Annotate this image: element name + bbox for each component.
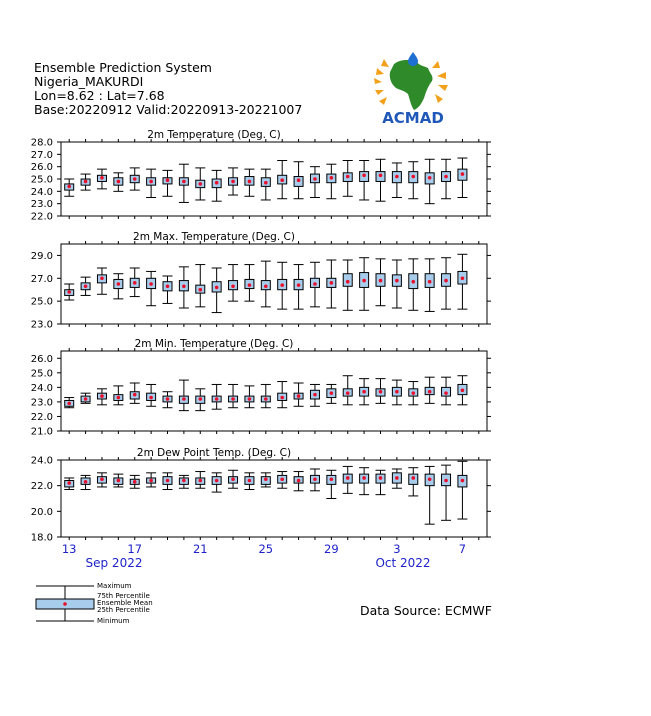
- mean-point: [166, 479, 170, 483]
- mean-point: [395, 390, 399, 394]
- mean-point: [297, 178, 301, 182]
- mean-point: [362, 390, 366, 394]
- mean-point: [117, 396, 121, 400]
- mean-point: [182, 397, 186, 401]
- mean-point: [395, 279, 399, 283]
- mean-point: [330, 281, 334, 285]
- y-tick-label: 27.0: [30, 273, 53, 285]
- mean-point: [461, 172, 465, 176]
- mean-point: [461, 479, 465, 483]
- mean-point: [100, 276, 104, 280]
- mean-point: [166, 178, 170, 182]
- panel-frame: [61, 351, 487, 431]
- mean-point: [67, 290, 71, 294]
- mean-point: [280, 396, 284, 400]
- mean-point: [264, 477, 268, 481]
- mean-point: [198, 182, 202, 186]
- y-tick-label: 24.0: [30, 455, 53, 467]
- mean-point: [166, 284, 170, 288]
- mean-point: [231, 180, 235, 184]
- panel-title: 2m Max. Temperature (Deg. C): [133, 231, 295, 243]
- mean-point: [428, 390, 432, 394]
- mean-point: [280, 283, 284, 287]
- y-tick-label: 25.0: [30, 368, 53, 380]
- y-tick-label: 22.0: [30, 481, 53, 493]
- y-tick-label: 22.0: [30, 211, 53, 223]
- mean-point: [297, 283, 301, 287]
- y-tick-label: 26.0: [30, 353, 53, 365]
- mean-point: [330, 391, 334, 395]
- y-tick-label: 18.0: [30, 532, 53, 544]
- mean-point: [461, 276, 465, 280]
- x-tick-label: 3: [393, 542, 401, 556]
- y-tick-label: 23.0: [30, 199, 53, 211]
- mean-point: [461, 388, 465, 392]
- mean-point: [362, 174, 366, 178]
- mean-point: [444, 479, 448, 483]
- base-valid-dates: Base:20220912 Valid:20220913-20221007: [34, 102, 303, 117]
- acmad-logo-text: ACMAD: [382, 109, 444, 126]
- mean-point: [166, 397, 170, 401]
- mean-point: [297, 394, 301, 398]
- mean-point: [149, 282, 153, 286]
- mean-point: [313, 282, 317, 286]
- mean-point: [264, 397, 268, 401]
- panel-title: 2m Min. Temperature (Deg. C): [134, 338, 294, 350]
- mean-point: [215, 479, 219, 483]
- x-tick-label: 17: [127, 542, 143, 556]
- mean-point: [133, 281, 137, 285]
- legend-25th-percentile: 25th Percentile: [97, 606, 150, 614]
- mean-point: [411, 476, 415, 480]
- month-label-oct: Oct 2022: [375, 556, 431, 570]
- legend-box-glyph: [34, 583, 98, 625]
- y-tick-label: 24.0: [30, 382, 53, 394]
- legend-minimum: Minimum: [97, 617, 130, 625]
- mean-point: [395, 175, 399, 179]
- mean-point: [297, 479, 301, 483]
- mean-point: [100, 394, 104, 398]
- mean-point: [379, 390, 383, 394]
- legend-75th-percentile: 75th Percentile: [97, 592, 150, 600]
- y-tick-label: 22.0: [30, 411, 53, 423]
- mean-point: [198, 397, 202, 401]
- station-coordinates: Lon=8.62 : Lat=7.68: [34, 88, 165, 103]
- panel-frame: [61, 460, 487, 537]
- x-tick-label: 7: [458, 542, 467, 556]
- mean-point: [67, 185, 71, 189]
- y-tick-label: 24.0: [30, 186, 53, 198]
- legend: [34, 582, 153, 629]
- x-tick-label: 29: [324, 542, 339, 556]
- panel-title: 2m Temperature (Deg. C): [147, 129, 281, 141]
- mean-point: [133, 480, 137, 484]
- mean-point: [182, 479, 186, 483]
- mean-point: [346, 175, 350, 179]
- mean-point: [248, 479, 252, 483]
- mean-point: [411, 391, 415, 395]
- mean-point: [280, 477, 284, 481]
- mean-point: [411, 175, 415, 179]
- mean-point: [231, 477, 235, 481]
- x-tick-label: 13: [61, 542, 77, 556]
- mean-point: [231, 284, 235, 288]
- mean-point: [100, 176, 104, 180]
- legend-maximum: Maximum: [97, 582, 132, 590]
- mean-point: [280, 178, 284, 182]
- y-tick-label: 25.0: [30, 296, 53, 308]
- mean-point: [182, 284, 186, 288]
- data-source: Data Source: ECMWF: [360, 603, 492, 618]
- mean-point: [248, 397, 252, 401]
- y-tick-label: 29.0: [30, 250, 53, 262]
- mean-point: [264, 181, 268, 185]
- mean-point: [84, 284, 88, 288]
- mean-point: [198, 288, 202, 292]
- mean-point: [84, 397, 88, 401]
- mean-point: [313, 477, 317, 481]
- mean-point: [248, 180, 252, 184]
- mean-point: [313, 177, 317, 181]
- mean-point: [444, 391, 448, 395]
- mean-point: [428, 280, 432, 284]
- y-tick-label: 23.0: [30, 397, 53, 409]
- mean-point: [346, 391, 350, 395]
- mean-point: [149, 396, 153, 400]
- mean-point: [313, 393, 317, 397]
- y-tick-label: 28.0: [30, 137, 53, 149]
- mean-point: [84, 180, 88, 184]
- panel-frame: [61, 244, 487, 324]
- legend-ensemble-mean: Ensemble Mean: [97, 599, 153, 607]
- mean-point: [67, 402, 71, 406]
- y-tick-label: 25.0: [30, 174, 53, 186]
- mean-point: [117, 180, 121, 184]
- mean-point: [198, 479, 202, 483]
- mean-point: [133, 177, 137, 181]
- mean-point: [444, 175, 448, 179]
- station-name: Nigeria_MAKURDI: [34, 74, 144, 89]
- mean-point: [346, 280, 350, 284]
- mean-point: [379, 279, 383, 283]
- mean-point: [444, 279, 448, 283]
- mean-point: [264, 284, 268, 288]
- mean-point: [362, 476, 366, 480]
- mean-point: [428, 176, 432, 180]
- mean-point: [149, 180, 153, 184]
- mean-point: [215, 397, 219, 401]
- mean-point: [117, 282, 121, 286]
- mean-point: [215, 181, 219, 185]
- y-tick-label: 20.0: [30, 506, 53, 518]
- mean-point: [67, 481, 71, 485]
- mean-point: [231, 397, 235, 401]
- y-tick-label: 21.0: [30, 426, 53, 438]
- mean-point: [133, 393, 137, 397]
- month-label-sep: Sep 2022: [85, 556, 143, 570]
- mean-point: [330, 477, 334, 481]
- panel-frame: [61, 142, 487, 216]
- mean-point: [379, 174, 383, 178]
- y-tick-label: 23.0: [30, 319, 53, 331]
- y-tick-label: 26.0: [30, 162, 53, 174]
- mean-point: [182, 180, 186, 184]
- mean-point: [346, 476, 350, 480]
- y-tick-label: 27.0: [30, 149, 53, 161]
- mean-point: [100, 477, 104, 481]
- mean-point: [330, 176, 334, 180]
- mean-point: [395, 476, 399, 480]
- panel-title: 2m Dew Point Temp. (Deg. C): [136, 447, 292, 459]
- mean-point: [117, 479, 121, 483]
- mean-point: [362, 279, 366, 283]
- x-tick-label: 21: [192, 542, 208, 556]
- mean-point: [379, 476, 383, 480]
- mean-point: [411, 280, 415, 284]
- mean-point: [428, 477, 432, 481]
- mean-point: [149, 479, 153, 483]
- mean-point: [215, 286, 219, 290]
- chart-main-title: Ensemble Prediction System: [34, 60, 212, 75]
- mean-point: [248, 283, 252, 287]
- mean-point: [84, 480, 88, 484]
- x-tick-label: 25: [258, 542, 274, 556]
